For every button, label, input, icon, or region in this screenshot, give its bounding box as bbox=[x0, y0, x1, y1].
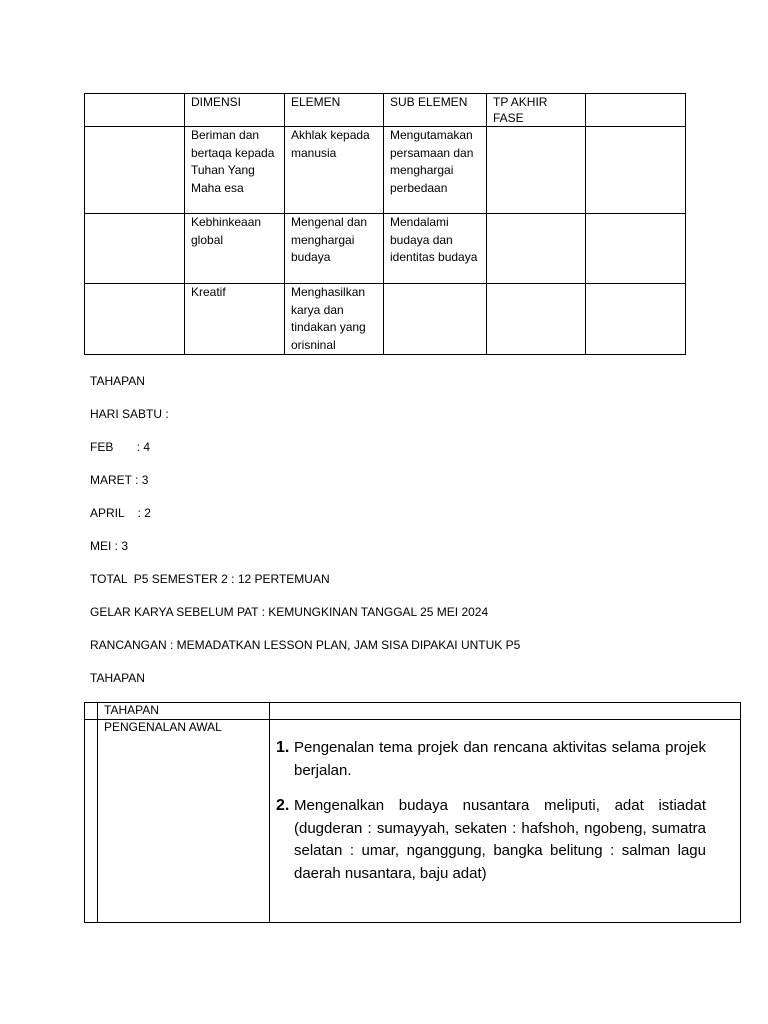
header-cell-tp-akhir-fase: TP AKHIR FASE bbox=[487, 94, 586, 127]
table-row bbox=[85, 284, 686, 355]
step-number: 1. bbox=[276, 739, 290, 756]
hari-sabtu-line: HARI SABTU : bbox=[90, 407, 169, 421]
header-cell-blank bbox=[85, 94, 185, 127]
table-cell: Mendalami budaya dan identitas budaya bbox=[384, 214, 487, 284]
table-cell bbox=[384, 284, 487, 355]
maret-line: MARET : 3 bbox=[90, 473, 149, 487]
table-cell bbox=[85, 720, 98, 923]
step-text: Mengenalkan budaya nusantara meliputi, adat istiadat (dugderan : sumayyah, sekaten : hafshoh, ngobeng, sumatra selatan : umar, nganggung, bangka belitung : salman lagu daerah nusantara, baju adat) bbox=[294, 797, 706, 882]
steps-list bbox=[270, 720, 740, 885]
table-cell bbox=[586, 127, 686, 214]
mei-line: MEI : 3 bbox=[90, 539, 129, 553]
table-cell: Mengutamakan persamaan dan menghargai perbedaan bbox=[384, 127, 487, 214]
table-cell bbox=[270, 703, 741, 720]
header-cell-extra bbox=[586, 94, 686, 127]
table-cell bbox=[586, 284, 686, 355]
table-cell bbox=[85, 703, 98, 720]
table-cell: Akhlak kepada manusia bbox=[285, 127, 384, 214]
table-cell bbox=[85, 214, 185, 284]
table-row bbox=[85, 720, 741, 923]
table-cell bbox=[487, 127, 586, 214]
steps-cell bbox=[270, 720, 741, 923]
table-cell: Mengenal dan menghargai budaya bbox=[285, 214, 384, 284]
step-text: Pengenalan tema projek dan rencana aktivitas selama projek berjalan. bbox=[294, 739, 706, 779]
table-cell: Beriman dan bertaqa kepada Tuhan Yang Maha esa bbox=[185, 127, 285, 214]
gelar-karya-line: GELAR KARYA SEBELUM PAT : KEMUNGKINAN TANGGAL 25 MEI 2024 bbox=[90, 605, 489, 619]
table-header-row bbox=[85, 94, 686, 127]
step-number: 2. bbox=[276, 797, 290, 814]
table-cell bbox=[85, 127, 185, 214]
list-item bbox=[276, 795, 706, 885]
total-line: TOTAL P5 SEMESTER 2 : 12 PERTEMUAN bbox=[90, 572, 330, 586]
pengenalan-awal-label: PENGENALAN AWAL bbox=[98, 720, 270, 923]
table-cell bbox=[487, 214, 586, 284]
table-header-row bbox=[85, 703, 741, 720]
table-cell bbox=[586, 214, 686, 284]
feb-line: FEB : 4 bbox=[90, 440, 151, 454]
table-cell: Menghasilkan karya dan tindakan yang orisninal bbox=[285, 284, 384, 355]
header-cell-dimensi: DIMENSI bbox=[185, 94, 285, 127]
tahapan-heading-2: TAHAPAN bbox=[90, 671, 145, 685]
tahapan-heading: TAHAPAN bbox=[90, 374, 145, 388]
april-line: APRIL : 2 bbox=[90, 506, 151, 520]
header-cell-elemen: ELEMEN bbox=[285, 94, 384, 127]
rancangan-line: RANCANGAN : MEMADATKAN LESSON PLAN, JAM SISA DIPAKAI UNTUK P5 bbox=[90, 638, 521, 652]
table-cell: Kebhinkeaan global bbox=[185, 214, 285, 284]
table-row bbox=[85, 127, 686, 214]
header-cell-sub-elemen: SUB ELEMEN bbox=[384, 94, 487, 127]
table-row bbox=[85, 214, 686, 284]
dimension-table bbox=[84, 93, 686, 355]
list-item bbox=[276, 737, 706, 782]
table-cell bbox=[487, 284, 586, 355]
tahapan-table bbox=[84, 702, 741, 923]
table-cell: Kreatif bbox=[185, 284, 285, 355]
table-cell bbox=[85, 284, 185, 355]
tahapan-header-label: TAHAPAN bbox=[98, 703, 270, 720]
